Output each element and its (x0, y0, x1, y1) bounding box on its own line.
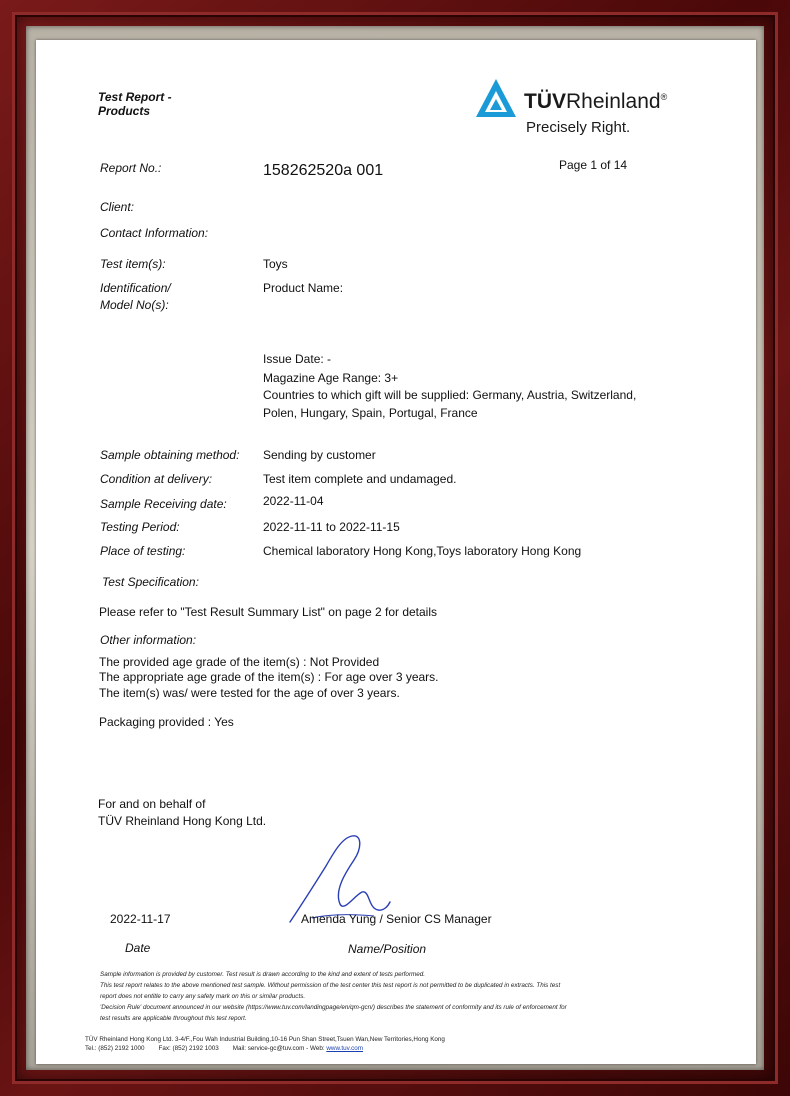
other-info-line1: The provided age grade of the item(s) : Not Provided (99, 655, 380, 669)
other-info-line2: The appropriate age grade of the item(s) : For age over 3 years. (99, 670, 439, 684)
on-behalf-line2: TÜV Rheinland Hong Kong Ltd. (98, 814, 267, 828)
website-link[interactable]: www.tuv.com (326, 1045, 363, 1052)
tuv-rheinland-logo (524, 90, 667, 114)
contact-label: Contact Information: (100, 226, 209, 240)
testing-period-label: Testing Period: (100, 520, 180, 534)
disclaimer-line3: report does not entitle to carry any safety mark on this or similar products. (100, 993, 306, 1000)
name-position-caption: Name/Position (348, 942, 427, 956)
test-items-label: Test item(s): (100, 257, 166, 271)
receiving-date-label: Sample Receiving date: (100, 497, 227, 511)
disclaimer-line1: Sample information is provided by customer. Test result is drawn according to the kind and extent of tests performed. (100, 971, 426, 978)
on-behalf-line1: For and on behalf of (98, 797, 206, 811)
client-label: Client: (100, 200, 135, 214)
countries-line1: Countries to which gift will be supplied: Germany, Austria, Switzerland, (263, 388, 637, 402)
condition-label: Condition at delivery: (100, 472, 213, 486)
other-information-label: Other information: (100, 633, 197, 647)
magazine-age-range: Magazine Age Range: 3+ (263, 371, 399, 385)
contact-details: Tel.: (852) 2192 1000 Fax: (852) 2192 1003 Mail: service-gc@tuv.com - Web: (85, 1045, 327, 1052)
place-of-testing-value: Chemical laboratory Hong Kong,Toys laboratory Hong Kong (263, 544, 582, 558)
logo-brand-bold: TÜV (524, 90, 566, 113)
other-info-line3: The item(s) was/ were tested for the age of over 3 years. (99, 686, 400, 700)
tuv-triangle-logo-icon (474, 77, 518, 119)
report-no-label: Report No.: (100, 161, 162, 175)
disclaimer-line4: 'Decision Rule' document announced in our website (https://www.tuv.com/landingpage/en/qm-gcn/) describes the statement of conformity and its rule of enforcement for (100, 1004, 567, 1011)
packaging-provided: Packaging provided : Yes (99, 715, 234, 729)
testing-period-value: 2022-11-11 to 2022-11-15 (263, 520, 400, 534)
product-name: Product Name: (263, 281, 344, 295)
test-items-value: Toys (263, 257, 288, 271)
logo-slogan: Precisely Right. (526, 119, 631, 136)
sample-method-value: Sending by customer (263, 448, 376, 462)
issue-date: Issue Date: - (263, 352, 332, 366)
sample-method-label: Sample obtaining method: (100, 448, 240, 462)
identification-label: Identification/ (100, 281, 171, 295)
report-number: 158262520a 001 (263, 162, 384, 179)
signatory-name: Amenda Yung / Senior CS Manager (301, 912, 492, 926)
model-no-label: Model No(s): (100, 298, 169, 312)
logo-registered-mark: ® (660, 92, 668, 102)
page-number: Page 1 of 14 (559, 158, 628, 172)
company-address: TÜV Rheinland Hong Kong Ltd. 3-4/F.,Fou Wah Industrial Building,10-16 Pun Shan Street,Tsuen Wan,New Territories,Hong Kong (85, 1036, 445, 1043)
disclaimer-line2: This test report relates to the above mentioned test sample. Without permission of the test center this test report is not permitted to be duplicated in extracts. This test (100, 982, 561, 989)
report-type-line1: Test Report - (98, 90, 172, 104)
report-type-line2: Products (98, 104, 151, 118)
test-specification-value: Please refer to "Test Result Summary List" on page 2 for details (99, 605, 438, 619)
test-specification-label: Test Specification: (102, 575, 199, 589)
certificate-page (36, 40, 756, 1064)
receiving-date-value: 2022-11-04 (263, 494, 324, 508)
place-of-testing-label: Place of testing: (100, 544, 186, 558)
countries-line2: Polen, Hungary, Spain, Portugal, France (263, 406, 478, 420)
signature-date: 2022-11-17 (110, 912, 171, 926)
logo-brand-rest: Rheinland (566, 90, 661, 113)
company-contact (85, 1045, 363, 1052)
disclaimer-line5: test results are applicable throughout this test report. (100, 1015, 247, 1022)
date-caption: Date (125, 941, 151, 955)
condition-value: Test item complete and undamaged. (263, 472, 457, 486)
